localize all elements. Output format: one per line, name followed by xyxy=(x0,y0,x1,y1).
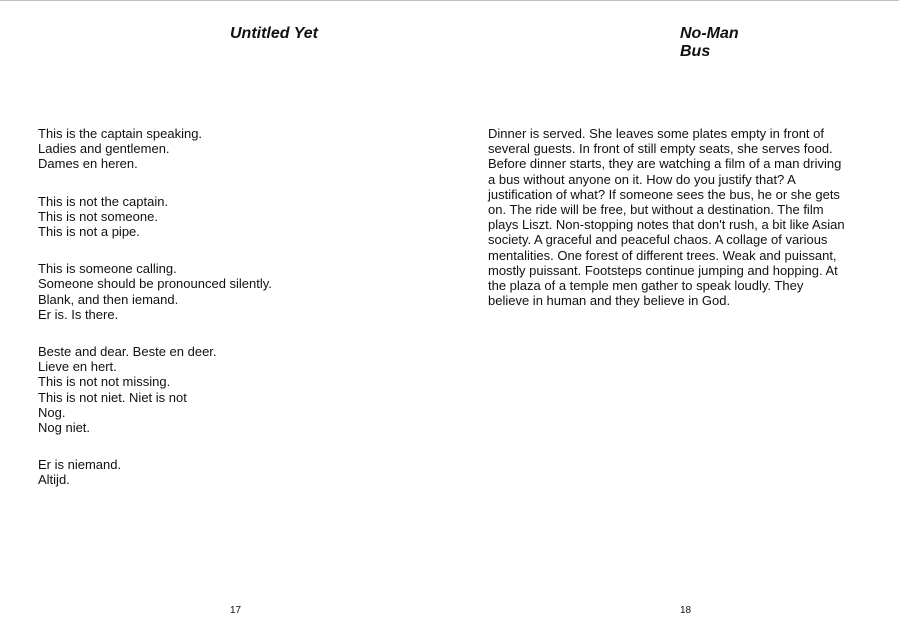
poem-line: Lieve en hert. xyxy=(38,359,117,375)
left-page-title: Untitled Yet xyxy=(230,25,319,42)
stanza xyxy=(38,457,438,487)
prose-paragraph: Dinner is served. She leaves some plates empty in front of several guests. In front of still empty seats, she serves food. Before dinner starts, they are watching a film of a man driving a bus without anyone on it. How do you justify that? A justification of what? If someone sees the bus, he or she gets on. The ride will be free, but without a destination. The film plays Liszt. Non-stopping notes that don't rush, a bit like Asian society. A graceful and peaceful chaos. A collage of various mentalities. One forest of different trees. Weak and puissant, mostly puissant. Footsteps continue jumping and hopping. At the plaza of a temple men gather to speak loudly. They believe in human and they believe in God. xyxy=(488,126,845,309)
poem-line: Nog. xyxy=(38,404,66,420)
page-number: 17 xyxy=(230,605,242,616)
poem-line: Er is. Is there. xyxy=(38,306,119,322)
right-page-title xyxy=(680,25,760,61)
poem-line: This is not the captain. xyxy=(38,193,169,209)
poem-line: Blank, and then iemand. xyxy=(38,291,179,307)
poem-line: Ladies and gentlemen. xyxy=(38,141,170,157)
poem-line: Nog niet. xyxy=(38,420,91,436)
stanza xyxy=(38,344,438,435)
stanza xyxy=(38,126,438,172)
poem-line: This is someone calling. xyxy=(38,261,177,277)
poem-line: This is not a pipe. xyxy=(38,224,140,240)
left-page xyxy=(0,1,449,640)
poem-line: Someone should be pronounced silently. xyxy=(38,276,272,292)
poem-line: Er is niemand. xyxy=(38,457,122,473)
stanza xyxy=(38,261,438,322)
poem-line: Beste and dear. Beste en deer. xyxy=(38,344,217,360)
title-line: No-Man xyxy=(680,25,739,42)
poem-line: This is the captain speaking. xyxy=(38,126,203,141)
poem-line: This is not not missing. xyxy=(38,374,171,390)
poem-line: Altijd. xyxy=(38,472,70,488)
right-page xyxy=(450,1,899,640)
poem-line: Dames en heren. xyxy=(38,156,138,172)
page-number: 18 xyxy=(680,605,692,616)
stanza xyxy=(38,194,438,240)
title-line: Bus xyxy=(680,43,711,60)
poem-line: This is not someone. xyxy=(38,208,158,224)
poem-body xyxy=(38,126,438,510)
poem-line: This is not niet. Niet is not xyxy=(38,389,187,405)
